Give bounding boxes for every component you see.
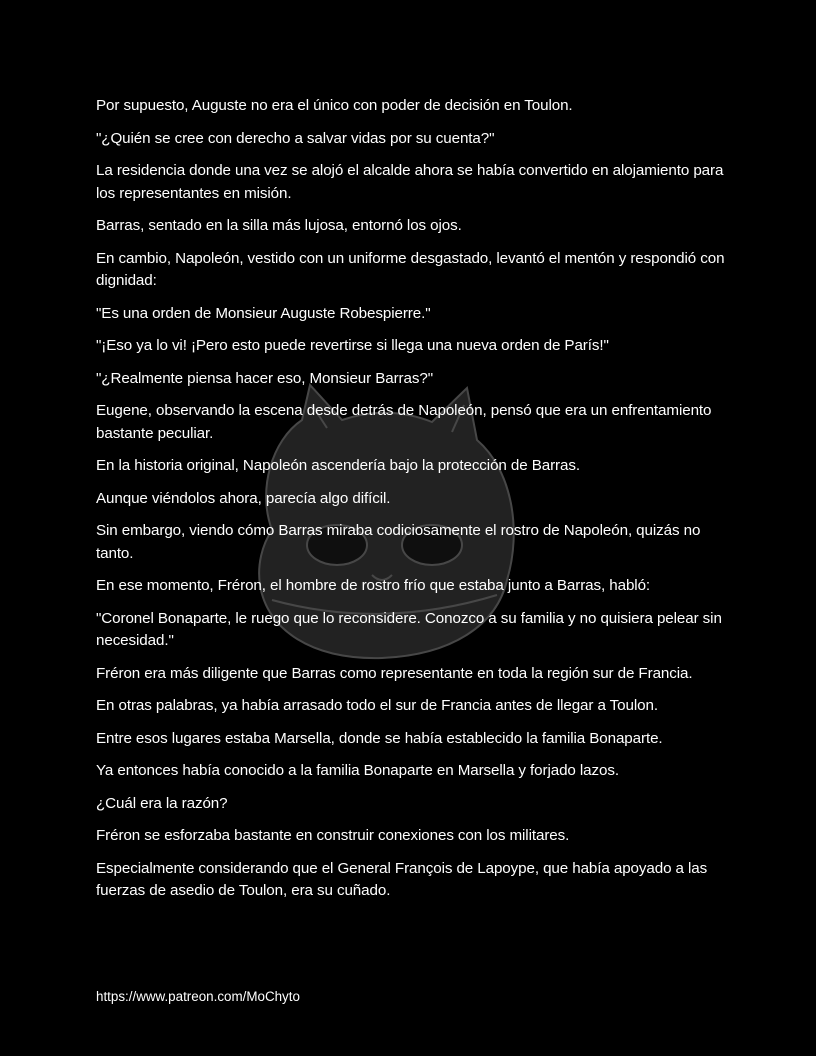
document-body [96, 95, 726, 913]
footer-link[interactable]: https://www.patreon.com/MoChyto [96, 989, 300, 1004]
paragraph: ¿Cuál era la razón? [96, 794, 228, 812]
paragraph: Fréron era más diligente que Barras como representante en toda la región sur de Francia. [96, 664, 693, 682]
paragraph: Eugene, observando la escena desde detrás de Napoleón, pensó que era un enfrentamiento bastante peculiar. [96, 402, 712, 442]
paragraph: Fréron se esforzaba bastante en construir conexiones con los militares. [96, 827, 570, 844]
paragraph: En cambio, Napoleón, vestido con un uniforme desgastado, levantó el mentón y respondió con dignidad: [96, 249, 725, 289]
paragraph: Aunque viéndolos ahora, parecía algo difícil. [96, 489, 391, 507]
paragraph: "Coronel Bonaparte, le ruego que lo reconsidere. Conozco a su familia y no quisiera pelear sin necesidad." [96, 609, 722, 649]
paragraph: Entre esos lugares estaba Marsella, donde se había establecido la familia Bonaparte. [96, 729, 663, 747]
paragraph: Sin embargo, viendo cómo Barras miraba codiciosamente el rostro de Napoleón, quizás no tanto. [96, 522, 701, 562]
paragraph: En la historia original, Napoleón ascendería bajo la protección de Barras. [96, 457, 580, 474]
paragraph: "¿Realmente piensa hacer eso, Monsieur Barras?" [96, 369, 433, 387]
paragraph: En otras palabras, ya había arrasado todo el sur de Francia antes de llegar a Toulon. [96, 697, 658, 714]
paragraph: Ya entonces había conocido a la familia Bonaparte en Marsella y forjado lazos. [96, 762, 619, 779]
paragraph: La residencia donde una vez se alojó el alcalde ahora se había convertido en alojamiento para los representantes en misión. [96, 162, 724, 202]
paragraph: "¿Quién se cree con derecho a salvar vidas por su cuenta?" [96, 129, 495, 147]
paragraph: En ese momento, Fréron, el hombre de rostro frío que estaba junto a Barras, habló: [96, 577, 651, 594]
paragraph: Especialmente considerando que el General François de Lapoype, que había apoyado a las fuerzas de asedio de Toulon, era su cuñado. [96, 859, 708, 899]
paragraph: "Es una orden de Monsieur Auguste Robespierre." [96, 304, 431, 322]
paragraph: Por supuesto, Auguste no era el único con poder de decisión en Toulon. [96, 97, 573, 114]
paragraph: "¡Eso ya lo vi! ¡Pero esto puede revertirse si llega una nueva orden de París!" [96, 337, 609, 354]
paragraph: Barras, sentado en la silla más lujosa, entornó los ojos. [96, 217, 462, 234]
